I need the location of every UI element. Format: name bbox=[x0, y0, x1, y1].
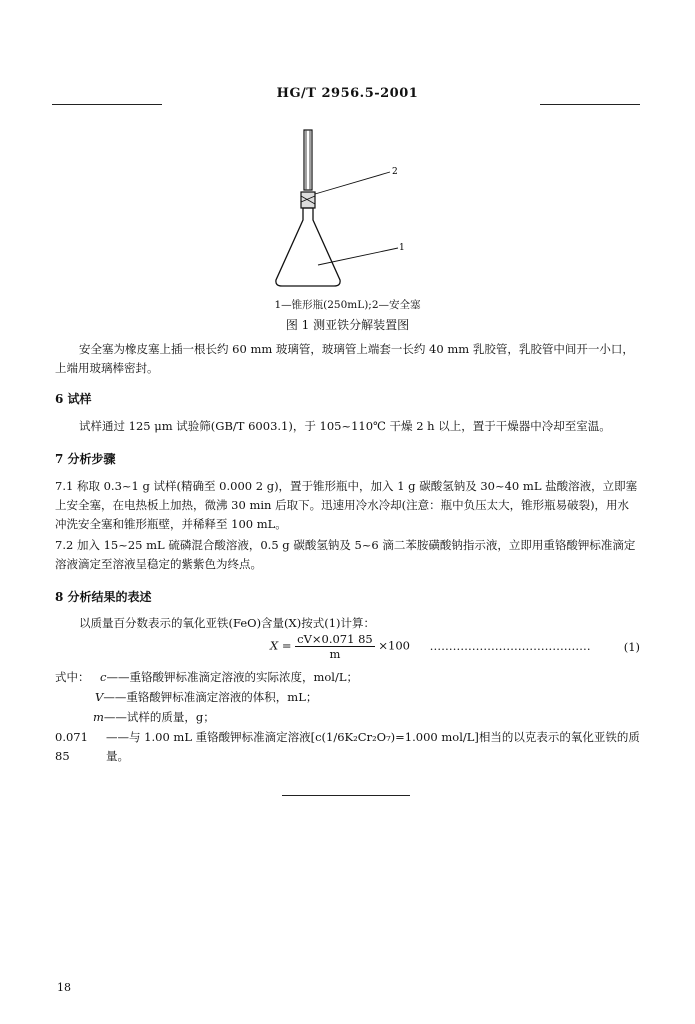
figure-label-1: 1 bbox=[399, 243, 405, 253]
apparatus-figure bbox=[270, 120, 430, 295]
figure-legend: 1—锥形瓶(250mL);2—安全塞 bbox=[274, 299, 421, 311]
formula-1 bbox=[270, 632, 640, 661]
definition-m bbox=[93, 708, 640, 727]
definition-symbol: c bbox=[100, 670, 107, 684]
section-7-heading: 7 分析步骤 bbox=[55, 452, 116, 466]
end-rule bbox=[282, 795, 410, 796]
figure-caption: 图 1 测亚铁分解装置图 bbox=[285, 318, 410, 332]
definition-symbol: V bbox=[95, 690, 104, 704]
section-6-body: 试样通过 125 μm 试验筛(GB/T 6003.1)，于 105~110℃ 干燥 2 h 以上，置于干燥器中冷却至室温。 bbox=[79, 419, 611, 433]
definition-v bbox=[95, 688, 640, 707]
definition-text: ——重铬酸钾标准滴定溶液的实际浓度，mol/L； bbox=[106, 670, 358, 684]
formula-numerator: cV×0.071 85 bbox=[297, 632, 373, 646]
definition-constant-text: ——与 1.00 mL 重铬酸钾标准滴定溶液[c(1/6K₂Cr₂O₇)=1.000 mol/L]相当的以克表示的氧化亚铁的质量。 bbox=[106, 730, 640, 763]
header-rule-right bbox=[540, 104, 640, 105]
leader-line-2 bbox=[315, 172, 390, 194]
definition-constant-symbol: 0.071 85 bbox=[55, 730, 88, 763]
definition-c bbox=[100, 668, 640, 687]
formula-lhs: X = bbox=[270, 638, 292, 653]
definition-symbol: m bbox=[93, 710, 104, 724]
section-6-heading: 6 试样 bbox=[55, 392, 92, 406]
standard-code-header: HG/T 2956.5-2001 bbox=[276, 86, 419, 101]
definition-text: ——试样的质量，g； bbox=[103, 710, 215, 724]
definition-text: ——重铬酸钾标准滴定溶液的体积，mL； bbox=[103, 690, 318, 704]
conical-flask bbox=[276, 208, 340, 286]
intro-paragraph: 安全塞为橡皮塞上插一根长约 60 mm 玻璃管，玻璃管上端套一长约 40 mm 乳胶管，乳胶管中间开一小口，上端用玻璃棒密封。 bbox=[55, 342, 634, 375]
formula-number: (1) bbox=[623, 640, 640, 654]
formula-tail: ×100 bbox=[378, 638, 410, 653]
section-8-heading: 8 分析结果的表述 bbox=[55, 590, 152, 604]
section-7-1: 7.1 称取 0.3~1 g 试样(精确至 0.000 2 g)，置于锥形瓶中，加入 1 g 碳酸氢钠及 30~40 mL 盐酸溶液，立即塞上安全塞，在电热板上加热，微沸 30 min 后取下。迅速用冷水冷却(注意：瓶中负压太大，锥形瓶易破裂)，用水冲洗安全塞和锥形瓶壁，并稀释至 100 mL。 bbox=[55, 479, 638, 531]
section-7-2: 7.2 加入 15~25 mL 硫磷混合酸溶液，0.5 g 碳酸氢钠及 5~6 滴二苯胺磺酸钠指示液，立即用重铬酸钾标准滴定溶液滴定至溶液呈稳定的紫紫色为终点。 bbox=[55, 538, 636, 571]
page-number: 18 bbox=[57, 981, 71, 994]
formula-dots: …………………………………… bbox=[429, 638, 591, 653]
formula-denominator: m bbox=[329, 647, 341, 661]
formula-fraction bbox=[295, 632, 375, 661]
definitions-prefix: 式中： bbox=[55, 670, 90, 684]
section-8-intro: 以质量百分数表示的氧化亚铁(FeO)含量(X)按式(1)计算： bbox=[79, 616, 376, 630]
header-rule-left bbox=[52, 104, 162, 105]
glass-tube bbox=[304, 130, 312, 190]
figure-label-2: 2 bbox=[392, 167, 398, 177]
